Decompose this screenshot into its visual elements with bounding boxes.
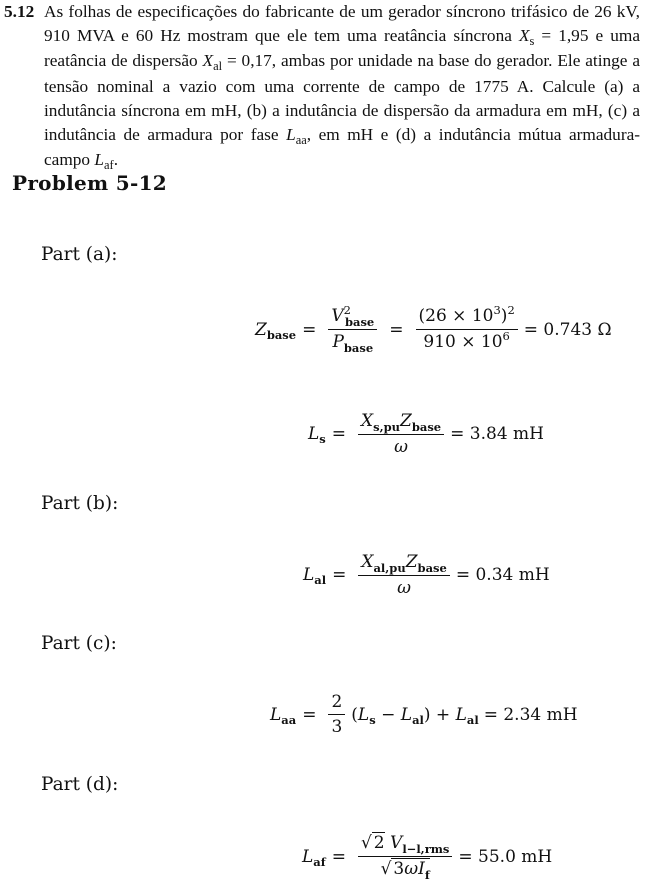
part-d-label: Part (d): (41, 774, 119, 795)
equation-laf: L af = $\frac{√ 2 V_{l-l,rms}}{√ 3\omega I_f}$ = 55.0 mH (302, 833, 553, 882)
problem-statement (4, 0, 640, 173)
equation-ls: L s = $\frac{X_{s,pu}Z_{base}}{\omega}$ = 3.84 mH (308, 411, 544, 457)
equation-zbase: Z base = $\frac{V^2_{base}}{P_{base}}$ = $\frac{(26 \times 10^3)^2}{910 \times 10^6}$ = 0.743 Ω (255, 303, 612, 355)
solution-heading: Problem 5-12 (12, 171, 167, 195)
part-b-label: Part (b): (41, 493, 119, 514)
part-a-label: Part (a): (41, 244, 118, 265)
equation-laa: L aa = $\frac{2}{3}$ ( L s − L al ) + L al = 2.34 mH (270, 692, 578, 737)
problem-text: As folhas de especificações do fabricante de um gerador síncrono trifásico de 26 kV, 910 MVA e 60 Hz mostram que ele tem uma reatância síncrona $X_s = 1,95$ e uma reatância de dispersão $X_{al} = 0,17$, ambas por unidade na base do gerador. Ele atinge a tensão nominal a vazio com uma corrente de campo de 1775 A. Calcule (a) a indutância síncrona em mH, (b) a indutância de dispersão da armadura em mH, (c) a indutância de armadura por fase $L_{aa}$, em mH e (d) a indutância mútua armadura-campo $L_{af}$. (44, 2, 641, 172)
problem-number: 5.12 (4, 2, 35, 21)
equation-lal: L al = $\frac{X_{al,pu}Z_{base}}{\omega}$ = 0.34 mH (303, 552, 550, 598)
part-c-label: Part (c): (41, 633, 117, 654)
